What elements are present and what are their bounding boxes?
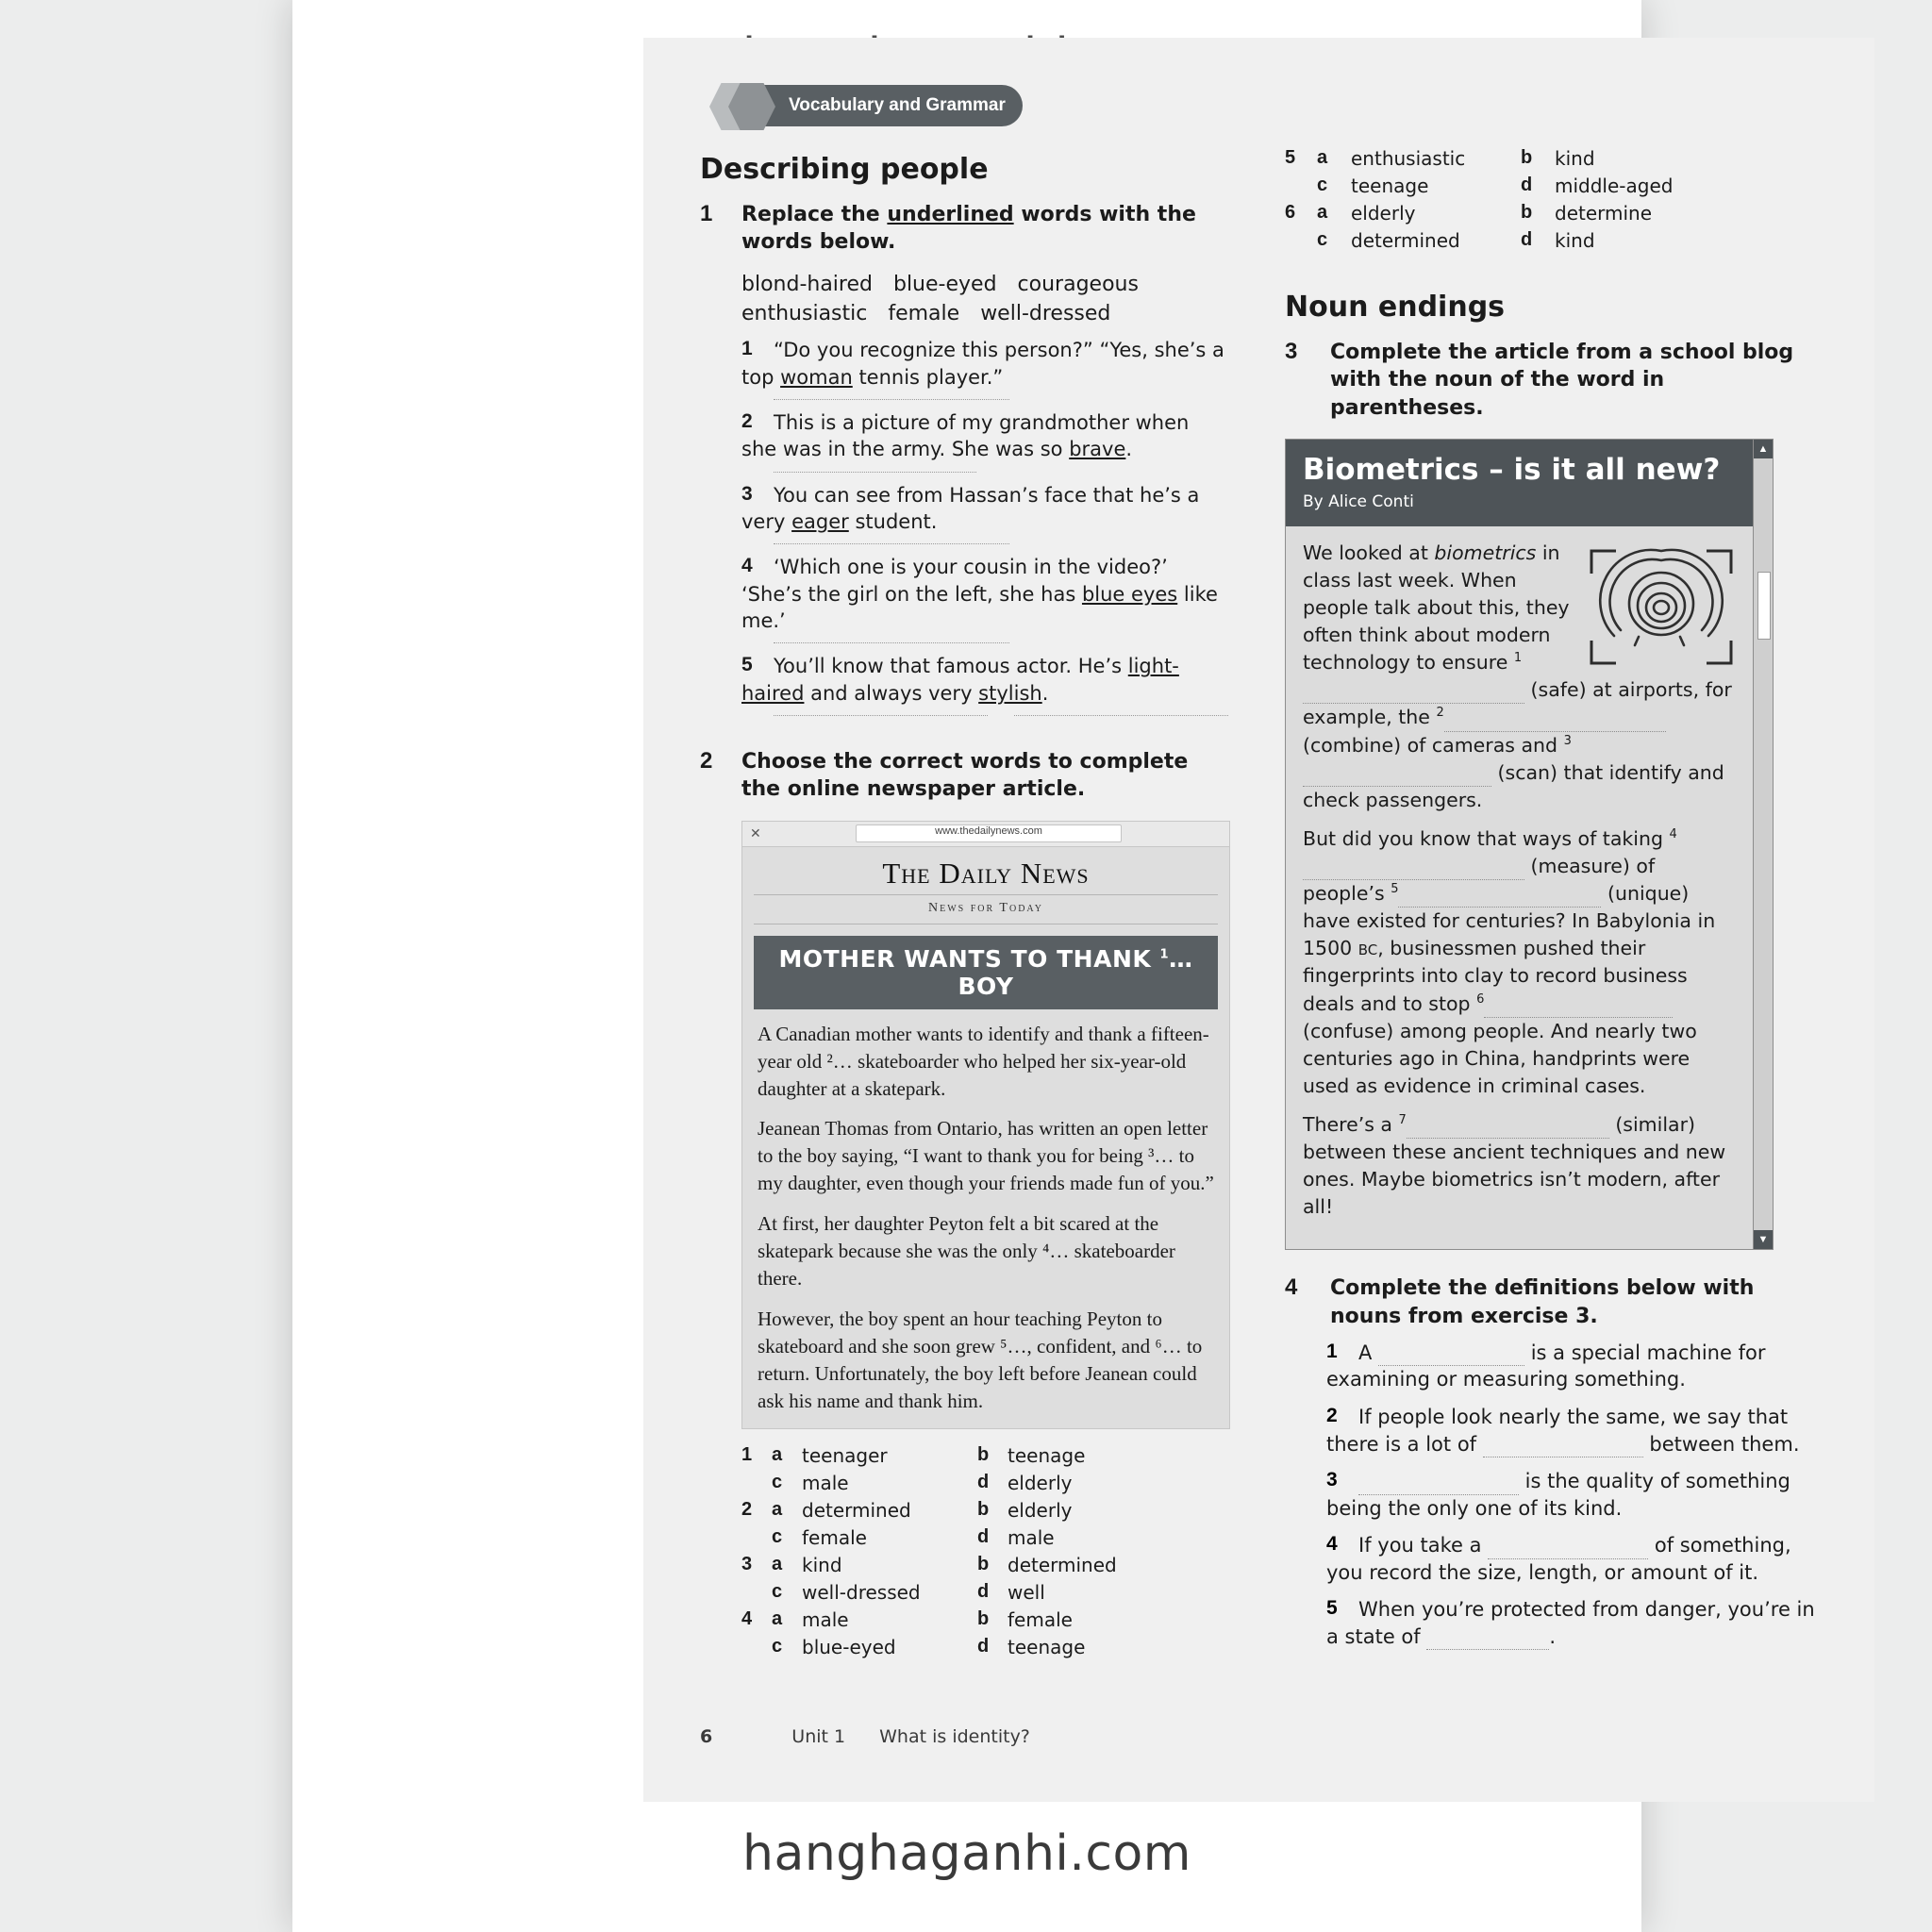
option-d[interactable]: male [1008,1526,1055,1550]
item-text-after: student. [848,510,938,533]
option-letter-d: d [1521,175,1533,195]
option-question-number: 5 [1285,147,1296,168]
item-underlined: blue eyes [1081,582,1178,606]
option-b[interactable]: determine [1555,202,1653,225]
option-letter-d: d [977,1636,990,1657]
footer-unit-title: What is identity? [879,1726,1030,1747]
option-letter-d: d [977,1526,990,1548]
footer-unit: Unit 1 [791,1726,846,1747]
text-run: (measure) of people’s [1303,854,1656,906]
item-text [1326,1406,1800,1456]
text-run: in class last week. When people talk about this, they often think about modern technology to ensure [1303,541,1570,675]
exercise-2-options-continued [1285,147,1823,257]
gap-number: 7 [1398,1113,1407,1128]
option-row [1285,147,1823,175]
option-c[interactable]: determined [1351,229,1460,252]
answer-line[interactable] [774,641,1009,643]
option-letter-d: d [977,1581,990,1603]
gap-blank[interactable] [1407,1124,1609,1139]
item-text [741,556,1218,632]
exercise-2-number: 2 [700,748,713,774]
item-text-after: like me.’ [741,582,1218,633]
word-bank-item: blue-eyed [892,272,997,296]
item-number: 3 [1326,1469,1338,1491]
close-icon[interactable]: ✕ [750,824,761,841]
option-c[interactable]: female [802,1526,867,1550]
word-bank-item: well-dressed [980,302,1111,326]
gap-blank[interactable] [1426,1635,1549,1650]
item-text-before: ‘Which one is your cousin in the video?’ ‘She’s the girl on the left, she has [741,556,1168,606]
text-run: , businessmen pushed their fingerprints into clay to record business deals and to stop [1303,937,1688,1015]
item-text-after: . [1125,438,1133,461]
item-underlined: woman [780,365,853,389]
option-letter-d: d [977,1472,990,1493]
news-paragraph: Jeanean Thomas from Ontario, has written an open letter to the boy saying, “I want to thank you for being ³… to my daughter, even though your friends made fun of you.” [758,1117,1214,1195]
answer-line[interactable] [774,398,1009,400]
option-b[interactable]: teenage [1008,1444,1086,1468]
answer-line-pair [774,707,1228,716]
gap-number: 5 [1391,882,1399,897]
option-row [741,1608,1228,1636]
option-letter-d: d [1521,229,1533,250]
option-question-number: 1 [741,1444,753,1466]
option-d[interactable]: well [1008,1581,1045,1605]
option-a[interactable]: male [802,1608,849,1632]
gap-blank[interactable] [1444,717,1666,732]
gap-blank[interactable] [1303,772,1491,787]
news-paragraph: At first, her daughter Peyton felt a bit scared at the skatepark because she was the only ⁴… skateboarder there. [758,1212,1175,1291]
option-b[interactable]: elderly [1008,1499,1073,1523]
gap-number: 6 [1476,991,1485,1007]
gap-blank[interactable] [1303,689,1524,704]
option-row [741,1472,1228,1499]
text-run: is a special machine for examining or measuring something. [1326,1341,1766,1391]
gap-number: 3 [1563,733,1572,748]
item-number: 2 [1326,1404,1338,1426]
text-run: We looked at [1303,541,1435,564]
list-item [1326,1404,1823,1457]
scrollbar[interactable] [1753,440,1773,1250]
list-item [741,409,1228,473]
option-letter-c: c [1317,229,1328,250]
text-run: But did you know that ways of taking [1303,826,1670,850]
option-d[interactable]: kind [1555,229,1595,252]
scroll-down-icon[interactable]: ▼ [1754,1230,1773,1249]
gap-number: 2 [1436,706,1444,721]
list-item [1326,1532,1823,1586]
text-run: between them. [1642,1432,1800,1456]
option-letter-b: b [977,1608,990,1630]
option-a[interactable]: elderly [1351,202,1416,225]
option-d[interactable]: middle-aged [1555,175,1674,197]
item-underlined: brave [1069,438,1126,461]
text-run: There’s a [1303,1112,1399,1136]
text-run: A [1358,1341,1379,1364]
item-underlined: light-haired [741,655,1179,705]
option-letter-a: a [1317,202,1328,223]
gap-blank[interactable] [1484,1003,1673,1018]
item-text-mid: and always very [804,681,979,705]
option-letter-b: b [977,1554,990,1575]
item-text-before: “Do you recognize this person?” “Yes, she’s a top [741,339,1224,389]
section-title-noun-endings: Noun endings [1285,291,1506,324]
item-number: 1 [1326,1340,1338,1362]
option-letter-c: c [772,1526,783,1548]
gap-blank[interactable] [1358,1480,1519,1495]
list-item [1326,1596,1823,1650]
word-bank-item: courageous [1017,272,1139,296]
header-tag [700,85,1040,126]
scrollbar-thumb[interactable] [1757,572,1771,640]
option-row [741,1581,1228,1608]
option-question-number: 2 [741,1499,753,1521]
option-letter-c: c [772,1581,783,1603]
gap-blank[interactable] [1303,865,1524,880]
answer-line[interactable] [774,542,1009,544]
item-text-after: . [1041,681,1049,705]
item-text [741,339,1224,388]
option-c[interactable]: well-dressed [802,1581,921,1605]
headline-before: MOTHER WANTS TO THANK [778,944,1160,973]
option-a[interactable]: enthusiastic [1351,147,1466,170]
list-item [1326,1468,1823,1522]
option-letter-a: a [772,1444,783,1466]
text-run: . [1549,1624,1557,1648]
option-row [741,1526,1228,1554]
option-row [741,1499,1228,1526]
option-letter-b: b [977,1444,990,1466]
item-number: 5 [741,654,753,676]
gap-blank[interactable] [1483,1442,1643,1457]
item-text [1326,1470,1790,1520]
gap-blank[interactable] [1488,1544,1648,1559]
page-number: 6 [700,1726,713,1747]
left-column [700,153,1228,1663]
text-run: If people look nearly the same, we say that there is a lot of [1326,1405,1789,1456]
page-footer [700,1726,1832,1747]
option-b[interactable]: female [1008,1608,1073,1632]
gap-number: 4 [1669,827,1677,842]
option-letter-c: c [1317,175,1328,195]
option-letter-c: c [772,1636,783,1657]
option-c[interactable]: blue-eyed [802,1636,896,1659]
newspaper-headline [754,936,1218,1009]
option-c[interactable]: teenage [1351,175,1429,197]
blog-paragraph-3 [1303,1111,1737,1221]
watermark-bottom: hanghaganhi.com [742,1825,1191,1882]
exercise-4-rubric: Complete the definitions below with nouns from exercise 3. [1330,1276,1755,1328]
list-item [741,653,1228,716]
option-row [741,1636,1228,1663]
list-item [1326,1340,1823,1393]
item-number: 5 [1326,1597,1338,1620]
item-number: 4 [741,555,753,577]
item-text-after: tennis player.” [852,365,1004,389]
item-text-before: You’ll know that famous actor. He’s [774,655,1128,678]
item-text [1326,1534,1791,1584]
text-run: If you take a [1358,1534,1489,1557]
blog-article [1285,439,1774,1251]
text-run: When you’re protected from danger, you’re in a state of [1326,1598,1815,1648]
option-row [1285,229,1823,257]
newspaper-article [741,821,1230,1430]
exercise-1 [700,201,1228,257]
exercise-4-number: 4 [1285,1274,1298,1301]
item-underlined: eager [791,510,849,533]
option-c[interactable]: male [802,1472,849,1495]
item-text [1326,1341,1765,1391]
option-row [1285,175,1823,202]
item-text-before: You can see from Hassan’s face that he’s a very [741,483,1200,533]
gap-blank[interactable] [1378,1351,1524,1366]
option-d[interactable]: teenage [1008,1636,1086,1659]
option-a[interactable]: kind [802,1554,842,1577]
option-b[interactable]: determined [1008,1554,1117,1577]
option-letter-b: b [1521,147,1533,168]
right-column [1285,132,1823,1660]
item-number: 2 [741,409,753,432]
option-a[interactable]: determined [802,1499,911,1523]
exercise-4 [1285,1274,1823,1330]
option-letter-a: a [772,1608,783,1630]
option-row [741,1554,1228,1581]
answer-line[interactable] [1014,714,1228,716]
gap-number: 1 [1513,651,1523,666]
page-shadow-wrapper [292,0,1815,1932]
option-letter-a: a [772,1554,783,1575]
header-tag-label: Vocabulary and Grammar [789,95,1006,115]
list-item [741,482,1228,545]
exercise-3-number: 3 [1285,339,1298,364]
blog-body [1286,526,1754,1250]
option-row [1285,202,1823,229]
option-question-number: 6 [1285,202,1296,223]
text-run: (combine) of cameras and [1303,733,1564,757]
list-item [741,337,1228,400]
word-bank-item: enthusiastic [741,302,868,326]
option-question-number: 3 [741,1554,753,1575]
era-label: BC [1357,941,1378,959]
item-number: 4 [1326,1533,1338,1556]
item-text [741,411,1189,460]
worksheet-page [643,38,1874,1802]
blog-title: Biometrics – is it all new? [1303,452,1721,487]
exercise-1-items [741,337,1228,716]
option-letter-a: a [772,1499,783,1521]
newspaper-subhead: News for Today [754,895,1218,924]
option-d[interactable]: elderly [1008,1472,1073,1495]
answer-line[interactable] [774,471,976,473]
word-bank [741,270,1228,330]
option-question-number: 4 [741,1608,753,1630]
option-row [741,1444,1228,1472]
exercise-2-rubric: Choose the correct words to complete the online newspaper article. [741,750,1189,802]
exercise-2 [700,748,1228,804]
option-letter-c: c [772,1472,783,1493]
header-tag-pill [749,85,1023,126]
blog-paragraph-2 [1303,825,1737,1100]
list-item [741,554,1228,643]
headline-sup: 1 [1159,947,1169,962]
text-italic: biometrics [1434,541,1537,564]
scroll-up-icon[interactable]: ▲ [1754,440,1773,458]
blog-header [1286,440,1773,526]
exercise-4-items [1326,1340,1823,1650]
item-text [741,484,1199,533]
text-run: of something, you record the size, length, or amount of it. [1326,1534,1791,1584]
item-number: 3 [741,482,753,505]
item-underlined-2: stylish [978,681,1042,705]
word-bank-item: female [888,302,960,326]
exercise-1-number: 1 [700,201,713,226]
news-paragraph: However, the boy spent an hour teaching Peyton to skateboard and she soon grew ⁵…, confident, and ⁶… to return. Unfortunately, the boy left before Jeanean could ask his name and thank him. [758,1307,1203,1413]
text-run: (similar) between these ancient techniques and new ones. Maybe biometrics isn’t modern, after all! [1303,1112,1726,1219]
fingerprint-icon [1586,543,1737,671]
option-letter-b: b [1521,202,1533,223]
news-paragraph: A Canadian mother wants to identify and thank a fifteen-year old ²… skateboarder who helped her six-year-old daughter at a skatepark. [758,1022,1209,1100]
text-run: is the quality of something being the only one of its kind. [1326,1470,1790,1520]
browser-bar [742,822,1229,847]
item-text-before: This is a picture of my grandmother when she was in the army. She was so [741,410,1190,461]
exercise-3 [1285,339,1823,422]
exercise-3-rubric: Complete the article from a school blog with the noun of the word in parentheses. [1330,341,1794,420]
text-run: (safe) at airports, for example, the [1303,678,1732,729]
word-bank-item: blond-haired [741,272,873,296]
item-text [1326,1598,1815,1648]
text-run: (unique) have existed for centuries? In Babylonia in 1500 [1303,882,1716,960]
answer-line[interactable] [774,714,988,716]
option-letter-a: a [1317,147,1328,168]
newspaper-masthead: The Daily News [754,847,1218,895]
text-run: (confuse) among people. And nearly two centuries ago in China, handprints were used as evidence in criminal cases. [1303,1019,1697,1097]
option-b[interactable]: kind [1555,147,1595,170]
url-field[interactable]: www.thedailynews.com [856,824,1122,842]
option-letter-b: b [977,1499,990,1521]
item-number: 1 [741,338,753,360]
blog-byline: By Alice Conti [1303,491,1414,511]
headline-after: … BOY [958,944,1193,1000]
item-text [741,655,1179,704]
exercise-2-options [741,1444,1228,1663]
page-title: Describing people [700,153,989,186]
option-a[interactable]: teenager [802,1444,888,1468]
text-run: (scan) that identify and check passengers. [1303,760,1724,811]
exercise-1-rubric: Replace the underlined words with the words below. [741,203,1196,255]
gap-blank[interactable] [1398,892,1601,908]
